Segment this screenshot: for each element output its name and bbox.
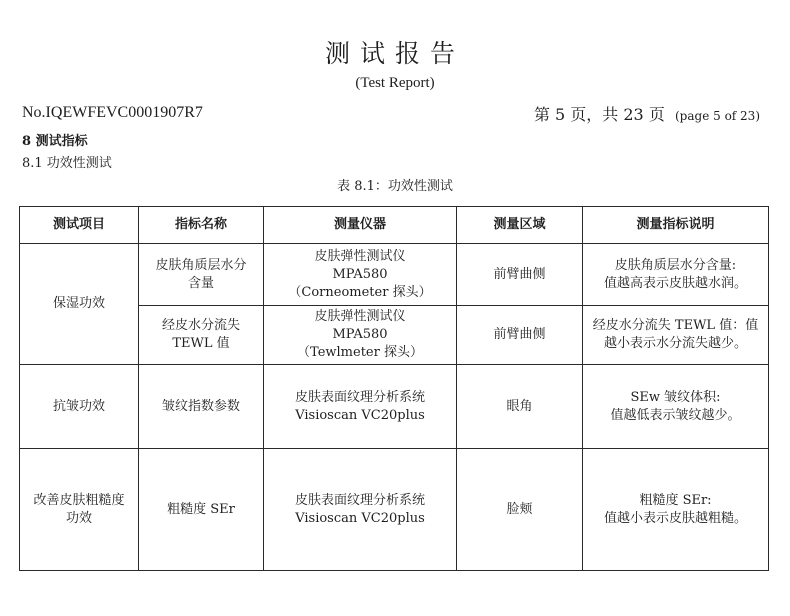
indicator-cell: [139, 244, 264, 306]
column-header: 指标名称: [139, 207, 264, 244]
subsection-heading: 8.1 功效性测试: [22, 156, 112, 171]
efficacy-test-table: [19, 206, 769, 571]
cell-line: （Tewlmeter 探头）: [297, 345, 423, 360]
cell-line: Visioscan VC20plus: [295, 510, 425, 526]
report-number: No.IQEWFEVC0001907R7: [22, 104, 203, 121]
table-row: [20, 449, 769, 571]
table-caption: 表 8.1：功效性测试: [337, 179, 453, 194]
page-indicator-en: (page 5 of 23): [675, 109, 760, 123]
test-item-cell: 抗皱功效: [20, 365, 139, 449]
cell-line: 值越高表示皮肤越水润。: [603, 275, 747, 291]
column-header: 测量仪器: [264, 207, 457, 244]
cell-line: TEWL 值: [172, 336, 230, 351]
column-header: 测试项目: [20, 207, 139, 244]
cell-line: 皮肤表面纹理分析系统: [294, 389, 425, 405]
instrument-cell: [264, 244, 457, 306]
page-indicator-cn: 第 5 页，共 23 页: [533, 105, 665, 124]
cell-line: 改善皮肤粗糙度: [33, 492, 125, 508]
cell-line: 值越低表示皱纹越少。: [610, 407, 741, 423]
area-cell: 前臂曲侧: [457, 306, 583, 365]
cell-line: 皮肤弹性测试仪: [314, 248, 406, 264]
indicator-cell: 皱纹指数参数: [139, 365, 264, 449]
column-header: 测量指标说明: [583, 207, 769, 244]
area-cell: 脸颊: [457, 449, 583, 571]
instrument-cell: [264, 449, 457, 571]
test-item-cell: [20, 449, 139, 571]
report-title: 测试报告: [324, 39, 465, 68]
cell-line: MPA580: [332, 327, 388, 342]
section-heading: 8 测试指标: [22, 134, 88, 149]
cell-line: SEw 皱纹体积:: [630, 389, 721, 405]
page-indicator: [534, 102, 760, 125]
cell-line: 越小表示水分流失越少。: [603, 336, 747, 351]
indicator-cell: [139, 306, 264, 365]
description-cell: [583, 306, 769, 365]
area-cell: 眼角: [457, 365, 583, 449]
cell-line: MPA580: [332, 266, 388, 282]
table-row: [20, 365, 769, 449]
description-cell: [583, 244, 769, 306]
cell-line: 皮肤角质层水分: [155, 257, 247, 273]
cell-line: Visioscan VC20plus: [295, 407, 425, 423]
instrument-cell: [264, 306, 457, 365]
test-item-cell: 保湿功效: [20, 244, 139, 365]
table-header-row: [20, 207, 769, 244]
description-cell: [583, 365, 769, 449]
report-subtitle: (Test Report): [355, 75, 435, 91]
indicator-cell: 粗糙度 SEr: [139, 449, 264, 571]
cell-line: 值越小表示皮肤越粗糙。: [603, 510, 747, 526]
cell-line: 皮肤弹性测试仪: [314, 309, 406, 324]
cell-line: 经皮水分流失: [161, 318, 240, 333]
column-header: 测量区域: [457, 207, 583, 244]
description-cell: [583, 449, 769, 571]
cell-line: 皮肤角质层水分含量:: [614, 257, 737, 273]
cell-line: 粗糙度 SEr:: [639, 492, 712, 508]
cell-line: （Corneometer 探头）: [288, 284, 432, 300]
cell-line: 经皮水分流失 TEWL 值：值: [592, 318, 759, 333]
cell-line: 功效: [65, 510, 92, 526]
cell-line: 含量: [187, 275, 214, 291]
instrument-cell: [264, 365, 457, 449]
area-cell: 前臂曲侧: [457, 244, 583, 306]
table-row: [20, 244, 769, 306]
cell-line: 皮肤表面纹理分析系统: [294, 492, 425, 508]
